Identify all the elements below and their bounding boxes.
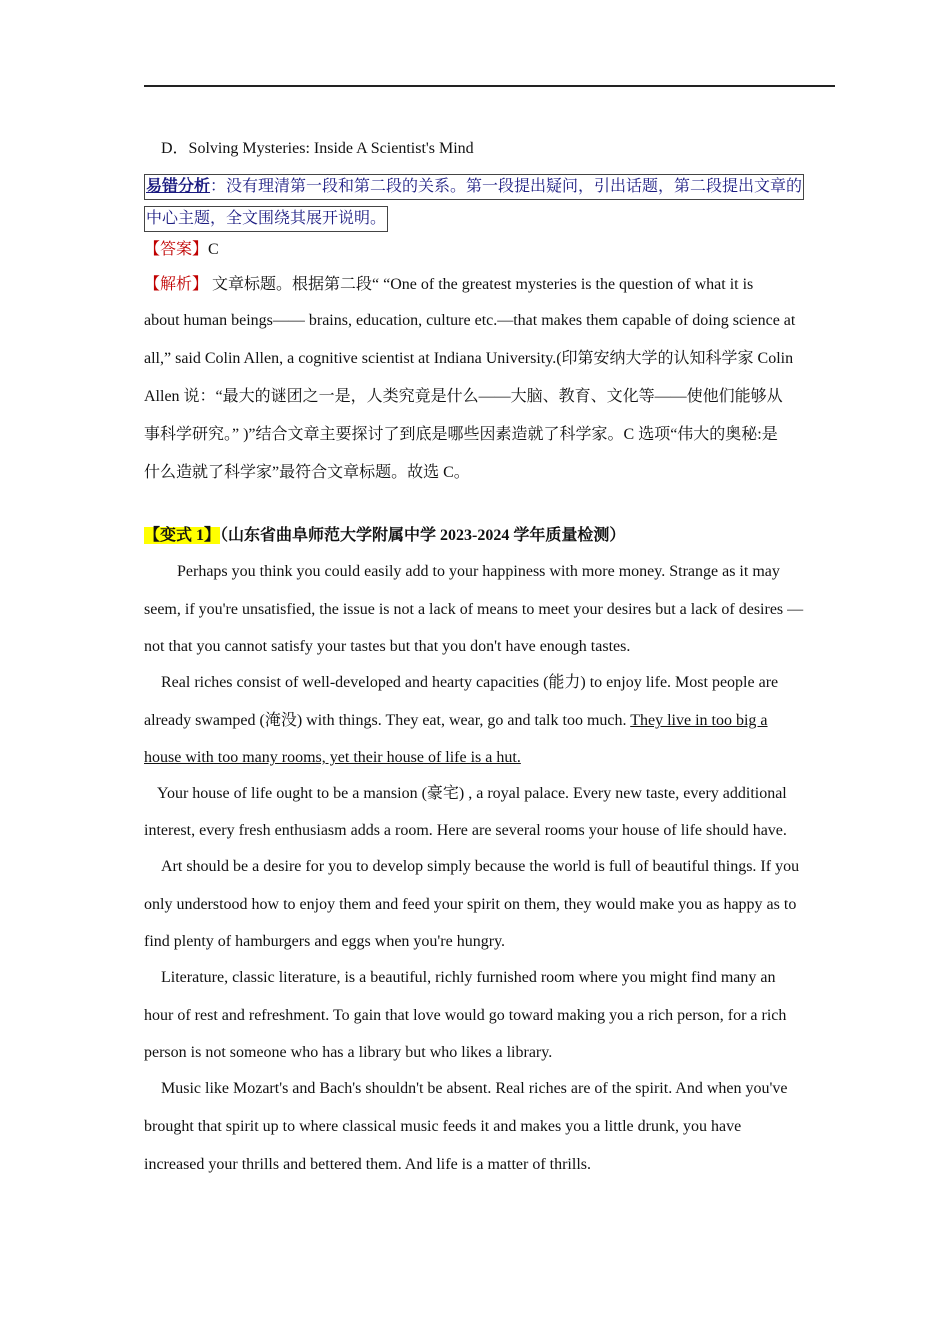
- error-box-line-2: 中心主题，全文围绕其展开说明。: [144, 206, 388, 232]
- analysis-line-1: 【解析】 文章标题。根据第二段“ “One of the greatest mysteries is the question of what it is: [144, 276, 754, 293]
- error-label: 易错分析: [146, 178, 211, 195]
- passage-p4-line-2: only understood how to enjoy them and feed your spirit on them, they would make you as happy as to: [144, 896, 797, 913]
- passage: [144, 553, 835, 1184]
- analysis-block: [144, 267, 835, 492]
- passage-p2-line-1: Real riches consist of well-developed and hearty capacities (能力) to enjoy life. Most people are: [161, 674, 779, 691]
- passage-p1-line-2: seem, if you're unsatisfied, the issue is not a lack of means to meet your desires but a lack of desires —: [144, 601, 804, 618]
- error-analysis-box: [144, 168, 835, 232]
- passage-p5-line-3: person is not someone who has a library but who likes a library.: [144, 1044, 553, 1061]
- analysis-tag: 【解析】: [144, 276, 209, 293]
- underlined-sentence-part-1: They live in too big a: [630, 712, 768, 729]
- analysis-line-3: all,” said Colin Allen, a cognitive scientist at Indiana University.(印第安纳大学的认知科学家 Colin: [144, 350, 794, 367]
- answer-tag: 【答案】: [144, 241, 209, 258]
- passage-p5-line-2: hour of rest and refreshment. To gain that love would go toward making you a rich person, for a rich: [144, 1007, 787, 1024]
- analysis-line-2: about human beings—— brains, education, culture etc.—that makes them capable of doing science at: [144, 312, 796, 329]
- underlined-sentence-part-2: house with too many rooms, yet their house of life is a hut.: [144, 749, 521, 766]
- error-text-1: ：没有理清第一段和第二段的关系。第一段提出疑问，引出话题，第二段提出文章的: [210, 178, 803, 195]
- passage-p6-line-2: brought that spirit up to where classical music feeds it and makes you a little drunk, you have: [144, 1118, 742, 1135]
- option-d: D．Solving Mysteries: Inside A Scientist's Mind: [161, 140, 474, 157]
- passage-p6-line-1: Music like Mozart's and Bach's shouldn't be absent. Real riches are of the spirit. And when you've: [161, 1080, 788, 1097]
- analysis-line-6: 什么造就了科学家”最符合文章标题。故选 C。: [144, 464, 470, 481]
- header-rule: [144, 85, 835, 87]
- variant-heading: [144, 518, 835, 553]
- variant-tag: 【变式 1】: [144, 527, 221, 544]
- analysis-line-5: 事科学研究。” )”结合文章主要探讨了到底是哪些因素造就了科学家。C 选项“伟大的奥秘:是: [144, 426, 778, 443]
- passage-p6-line-3: increased your thrills and bettered them. And life is a matter of thrills.: [144, 1156, 591, 1173]
- passage-p3-line-1: Your house of life ought to be a mansion (豪宅) , a royal palace. Every new taste, every additional: [157, 785, 787, 802]
- passage-p2-line-2: already swamped (淹没) with things. They eat, wear, go and talk too much. They live in too big a: [144, 712, 768, 729]
- spacer: [144, 492, 835, 518]
- passage-p3-line-2: interest, every fresh enthusiasm adds a room. Here are several rooms your house of life should have.: [144, 822, 787, 839]
- analysis-line-4: Allen 说：“最大的谜团之一是，人类究竟是什么——大脑、教育、文化等——使他们能够从: [144, 388, 783, 405]
- answer-value: C: [208, 241, 219, 258]
- passage-p5-line-1: Literature, classic literature, is a beautiful, richly furnished room where you might find many an: [161, 969, 776, 986]
- document-body: [144, 130, 835, 1184]
- error-box-line-1: [144, 174, 804, 200]
- answer-line: [144, 232, 835, 267]
- passage-p1-line-1: Perhaps you think you could easily add to your happiness with more money. Strange as it may: [177, 563, 780, 580]
- passage-p4-line-3: find plenty of hamburgers and eggs when you're hungry.: [144, 933, 506, 950]
- passage-p4-line-1: Art should be a desire for you to develop simply because the world is full of beautiful things. If you: [161, 858, 800, 875]
- passage-p1-line-3: not that you cannot satisfy your tastes but that you don't have enough tastes.: [144, 638, 631, 655]
- variant-source: （山东省曲阜师范大学附属中学 2023-2024 学年质量检测）: [220, 527, 626, 544]
